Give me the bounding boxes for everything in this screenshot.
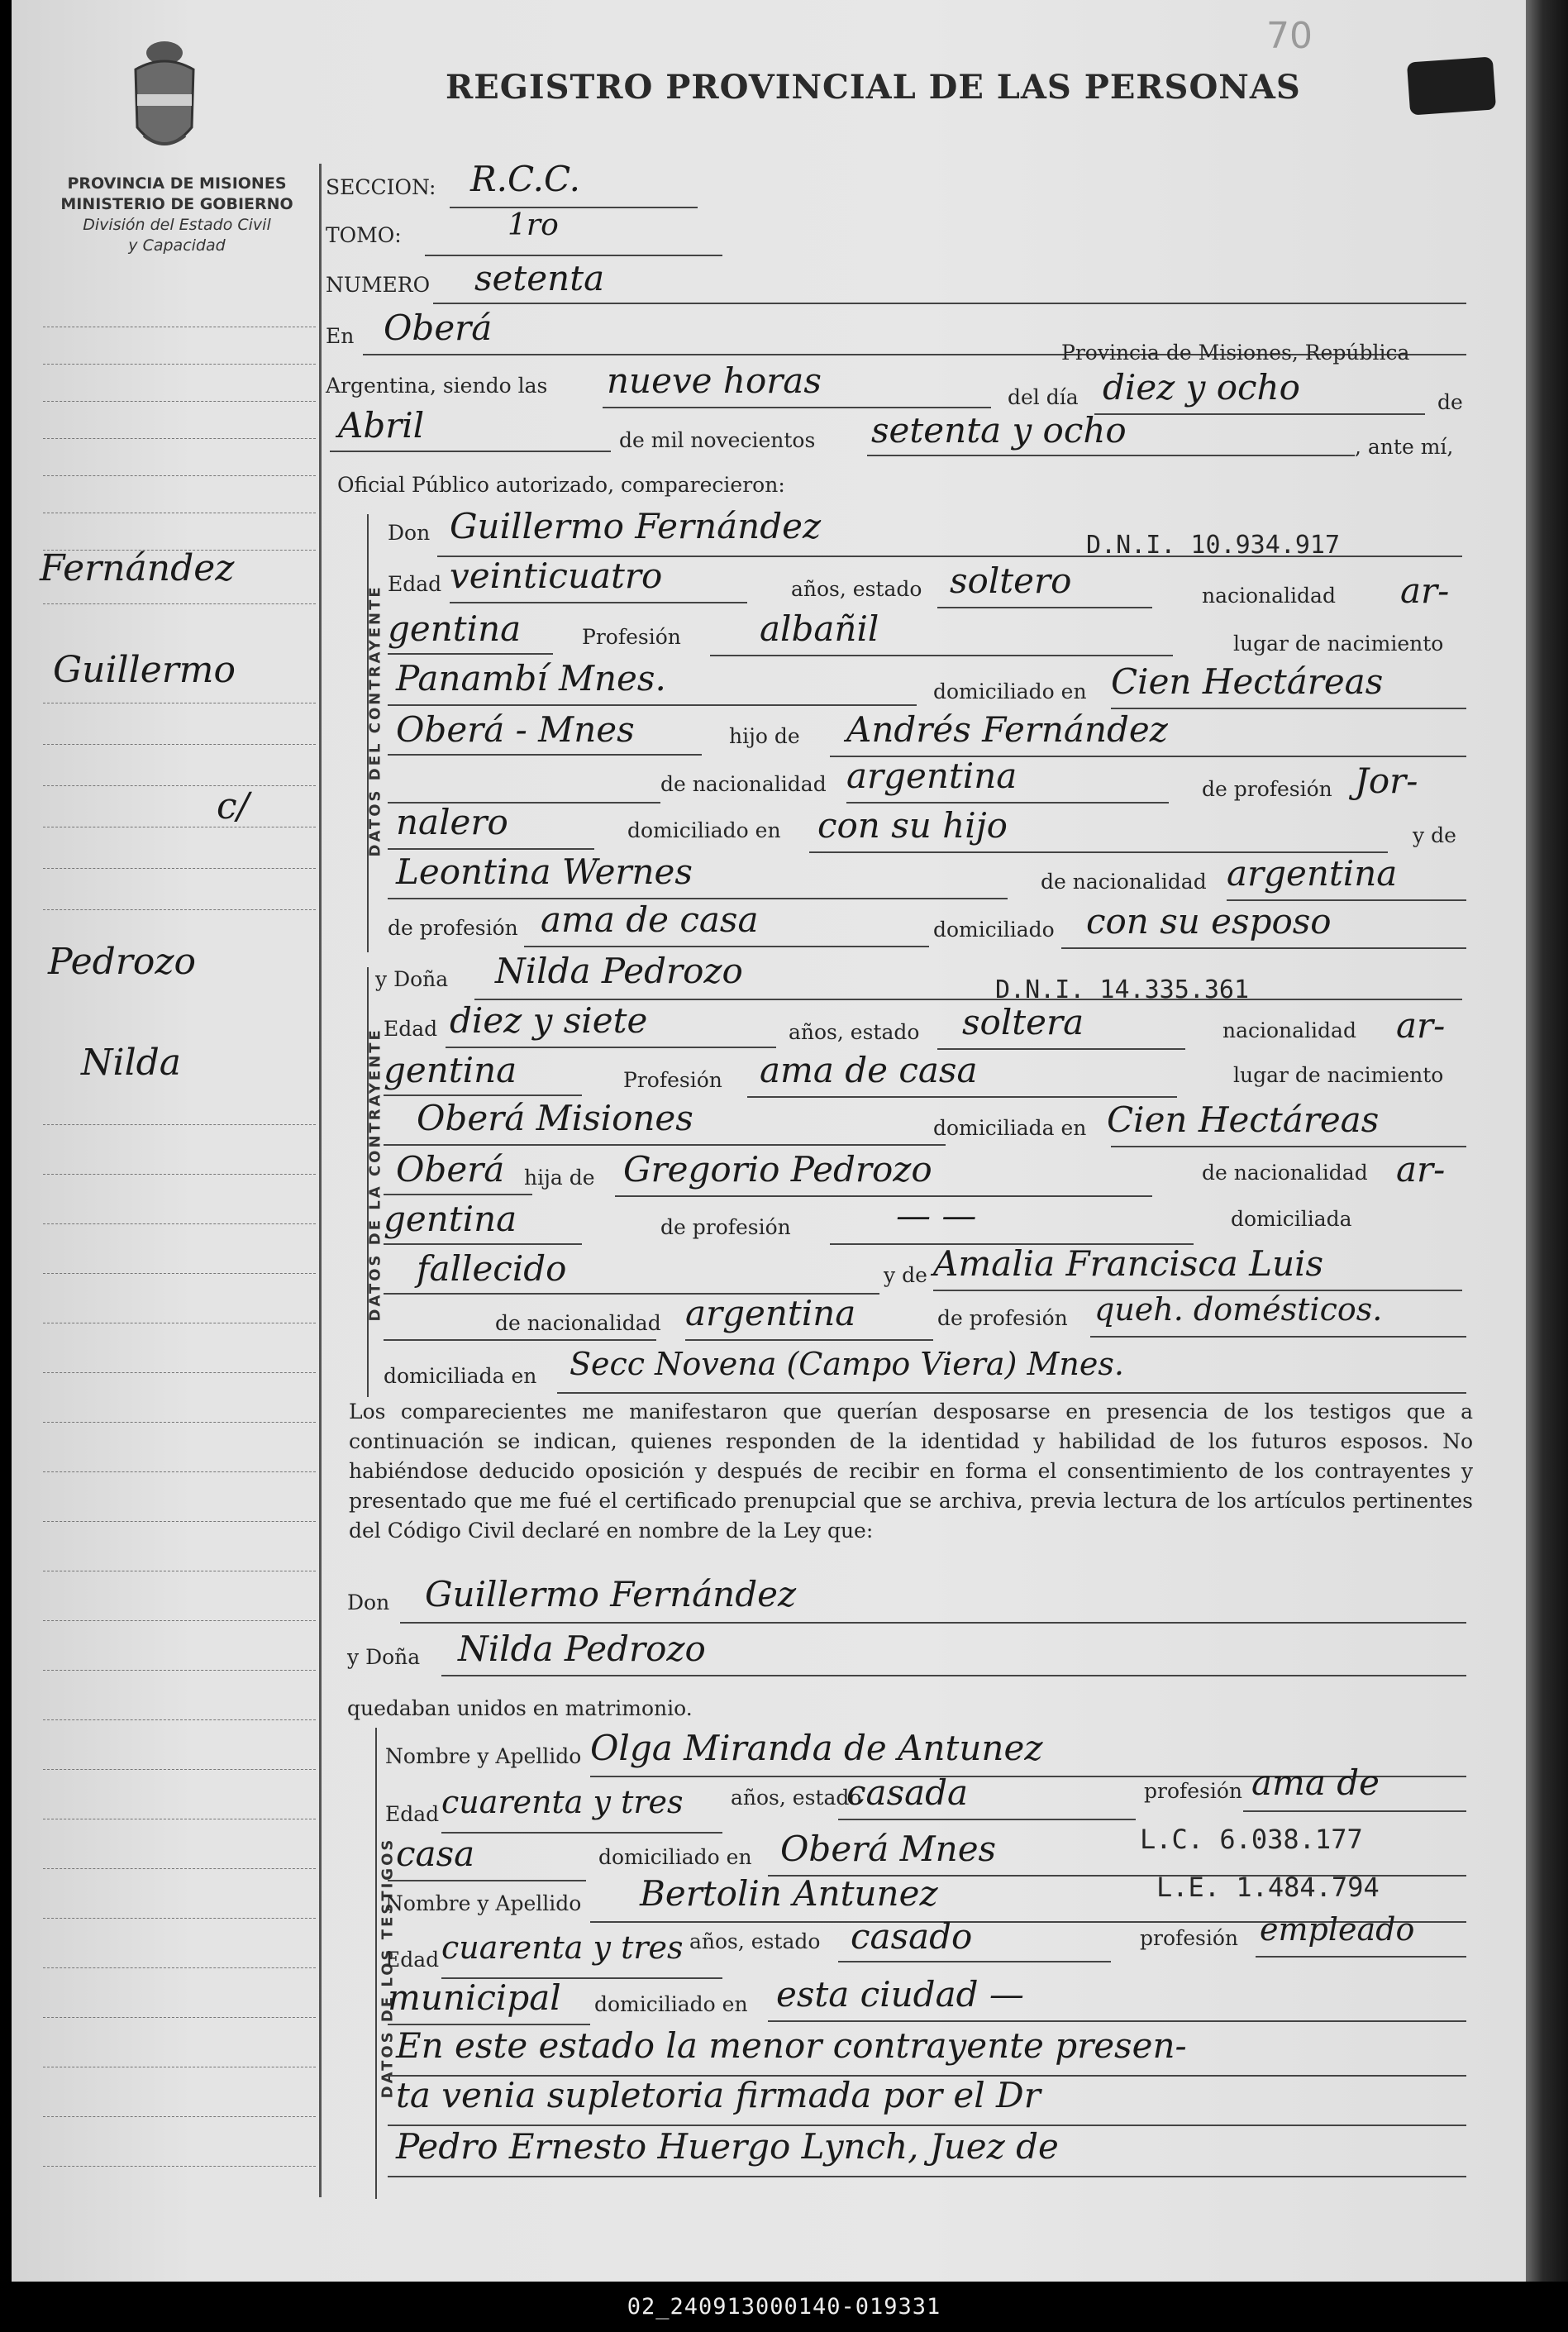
contrayente-nombre: Guillermo Fernández bbox=[450, 506, 822, 546]
testigo2-edad: cuarenta y tres bbox=[441, 1929, 684, 1966]
province-label: PROVINCIA DE MISIONES bbox=[67, 174, 287, 193]
edad-label-3: Edad bbox=[385, 1802, 440, 1826]
contrayente-madre: Leontina Wernes bbox=[396, 851, 693, 892]
contrayenta-nac-2: gentina bbox=[384, 1050, 517, 1090]
book-spine bbox=[1526, 0, 1568, 2282]
seccion-label: SECCION: bbox=[326, 175, 436, 199]
contrayente-profesion: albañil bbox=[760, 608, 879, 649]
field-rule bbox=[388, 754, 702, 756]
hijo-de-label: hijo de bbox=[729, 724, 800, 748]
contrayente-padre: Andrés Fernández bbox=[846, 709, 1168, 750]
contrayente-madre-dom: con su esposo bbox=[1086, 901, 1332, 942]
contrayenta-padre-nac-1: ar- bbox=[1396, 1149, 1446, 1190]
contrayente-madre-prof: ama de casa bbox=[541, 899, 759, 940]
domiciliada-label: domiciliada bbox=[1231, 1207, 1352, 1231]
testigo1-estado: casada bbox=[846, 1772, 969, 1813]
field-rule bbox=[937, 607, 1152, 608]
nota-linea-3: Pedro Ernesto Huergo Lynch, Juez de bbox=[396, 2126, 1059, 2167]
field-rule bbox=[433, 303, 1466, 304]
field-rule bbox=[441, 1832, 722, 1834]
don-label: Don bbox=[388, 521, 431, 545]
field-rule bbox=[603, 407, 991, 408]
field-rule bbox=[1243, 1810, 1466, 1812]
siendo-text: Argentina, siendo las bbox=[326, 374, 548, 398]
anos-estado-label: años, estado bbox=[791, 577, 922, 601]
margin-rule bbox=[43, 1174, 316, 1175]
de-profesion-label-3: de profesión bbox=[660, 1215, 791, 1239]
testigo1-doc: L.C. 6.038.177 bbox=[1140, 1824, 1363, 1855]
margin-rule bbox=[43, 1967, 316, 1968]
field-rule bbox=[524, 946, 929, 947]
margin-note-name-2: Nilda bbox=[81, 1042, 182, 1084]
contrayente-nac-2: gentina bbox=[388, 608, 522, 649]
provincia-text: Provincia de Misiones, República bbox=[1061, 341, 1410, 365]
corner-stamp bbox=[1407, 56, 1496, 115]
contrayenta-padre-dom: fallecido bbox=[417, 1248, 567, 1289]
anos-estado-label-3: años, estado bbox=[731, 1786, 862, 1810]
issuing-office bbox=[45, 174, 309, 256]
edad-label-4: Edad bbox=[385, 1948, 440, 1972]
domiciliado-en-label-2: domiciliado en bbox=[627, 818, 781, 842]
margin-rule bbox=[43, 868, 316, 869]
de-nacionalidad-label-3: de nacionalidad bbox=[1202, 1161, 1368, 1185]
edad-label: Edad bbox=[388, 572, 442, 596]
nota-linea-1: En este estado la menor contrayente presen- bbox=[396, 2025, 1187, 2066]
field-rule bbox=[384, 1194, 532, 1195]
contrayente-madre-nac: argentina bbox=[1227, 853, 1398, 894]
margin-rule bbox=[43, 2017, 316, 2018]
side-label-testigos: DATOS DE LOS TESTIGOS bbox=[379, 1837, 397, 2099]
declaracion-dona: Nilda Pedrozo bbox=[458, 1629, 706, 1669]
page-number: 70 bbox=[1266, 15, 1313, 57]
field-rule bbox=[388, 653, 553, 655]
field-rule bbox=[1090, 1336, 1466, 1338]
don-label-2: Don bbox=[347, 1590, 390, 1614]
contrayenta-estado: soltera bbox=[962, 1002, 1084, 1042]
margin-rule bbox=[43, 1223, 316, 1224]
division-label-2: y Capacidad bbox=[128, 236, 226, 255]
margin-note-conjunction: c/ bbox=[217, 785, 250, 827]
de-text: de bbox=[1437, 390, 1463, 414]
numero-label: NUMERO bbox=[326, 273, 431, 297]
profesion-label-4: profesión bbox=[1140, 1926, 1239, 1950]
margin-rule bbox=[43, 1372, 316, 1373]
contrayenta-padre-prof: — — bbox=[896, 1195, 977, 1236]
testigo1-dom: Oberá Mnes bbox=[780, 1829, 997, 1869]
contrayente-dni: D.N.I. 10.934.917 bbox=[1086, 531, 1341, 560]
field-rule bbox=[838, 1961, 1111, 1962]
testigo2-estado: casado bbox=[851, 1916, 973, 1957]
field-rule bbox=[768, 2020, 1466, 2022]
contrayente-estado: soltero bbox=[950, 560, 1072, 601]
field-rule bbox=[441, 1675, 1466, 1676]
numero-value: setenta bbox=[474, 258, 605, 298]
tomo-value: 1ro bbox=[508, 208, 559, 242]
field-rule bbox=[384, 1144, 946, 1146]
margin-rule bbox=[43, 475, 316, 476]
testigo1-edad: cuarenta y tres bbox=[441, 1784, 684, 1820]
de-nacionalidad-label-4: de nacionalidad bbox=[495, 1311, 661, 1335]
margin-rule bbox=[43, 1521, 316, 1522]
anio-value: setenta y ocho bbox=[871, 410, 1127, 451]
field-rule bbox=[400, 1622, 1466, 1624]
seccion-value: R.C.C. bbox=[470, 159, 580, 199]
y-de-label: y de bbox=[1413, 823, 1456, 847]
y-dona-label-2: y Doña bbox=[347, 1645, 421, 1669]
mil-text: de mil novecientos bbox=[619, 428, 816, 452]
contrayente-nac-1: ar- bbox=[1400, 570, 1450, 611]
margin-rule bbox=[43, 603, 316, 604]
hora-value: nueve horas bbox=[607, 360, 822, 401]
field-rule bbox=[1094, 413, 1425, 415]
edad-label-2: Edad bbox=[384, 1017, 438, 1041]
domiciliado-en-label: domiciliado en bbox=[933, 680, 1087, 703]
margin-rule bbox=[43, 1719, 316, 1720]
field-rule bbox=[450, 207, 698, 208]
field-rule bbox=[388, 704, 917, 706]
profesion-label: Profesión bbox=[582, 625, 681, 649]
testigo2-prof-2: municipal bbox=[388, 1977, 561, 2018]
page-title: REGISTRO PROVINCIAL DE LAS PERSONAS bbox=[446, 68, 1301, 107]
nacionalidad-label-2: nacionalidad bbox=[1222, 1018, 1356, 1042]
profesion-label-3: profesión bbox=[1144, 1779, 1243, 1803]
de-profesion-label-2: de profesión bbox=[388, 916, 518, 940]
contrayenta-madre-nac: argentina bbox=[685, 1293, 856, 1333]
field-rule bbox=[425, 255, 722, 256]
nombre-apellido-label: Nombre y Apellido bbox=[385, 1744, 582, 1768]
field-rule bbox=[838, 1819, 1136, 1820]
lugar-nacimiento-label-2: lugar de nacimiento bbox=[1233, 1063, 1444, 1087]
contrayente-domicilio-2: Oberá - Mnes bbox=[396, 709, 635, 750]
contrayenta-domicilio-2: Oberá bbox=[396, 1149, 505, 1190]
contrayenta-dni: D.N.I. 14.335.361 bbox=[995, 975, 1250, 1004]
margin-note-name: Guillermo bbox=[53, 649, 236, 691]
field-rule bbox=[867, 455, 1355, 456]
nota-linea-2: ta venia supletoria firmada por el Dr bbox=[396, 2075, 1041, 2115]
ante-mi-text: , ante mí, bbox=[1355, 435, 1454, 459]
side-label-contrayente: DATOS DEL CONTRAYENTE bbox=[366, 584, 384, 857]
field-rule bbox=[846, 802, 1169, 804]
contrayente-padre-prof-1: Jor- bbox=[1355, 761, 1418, 801]
field-rule bbox=[330, 451, 611, 452]
testigo2-nombre: Bertolin Antunez bbox=[640, 1873, 938, 1914]
field-rule bbox=[710, 655, 1173, 656]
margin-rule bbox=[43, 785, 316, 786]
domiciliada-en-label: domiciliada en bbox=[933, 1116, 1087, 1140]
margin-rule bbox=[43, 1273, 316, 1274]
field-rule bbox=[557, 1392, 1466, 1394]
domiciliado-en-label-4: domiciliado en bbox=[594, 1992, 748, 2016]
margin-rule bbox=[43, 1670, 316, 1671]
lugar-value: Oberá bbox=[384, 308, 493, 348]
mes-value: Abril bbox=[338, 405, 425, 446]
contrayente-domicilio: Cien Hectáreas bbox=[1111, 661, 1384, 702]
field-rule bbox=[1256, 1956, 1466, 1958]
margin-rule bbox=[43, 1124, 316, 1125]
contrayenta-profesion: ama de casa bbox=[760, 1050, 978, 1090]
lugar-nacimiento-label: lugar de nacimiento bbox=[1233, 632, 1444, 656]
margin-rule bbox=[43, 1769, 316, 1770]
de-nacionalidad-label: de nacionalidad bbox=[660, 772, 827, 796]
margin-note-surname: Fernández bbox=[40, 547, 235, 589]
declaracion-don: Guillermo Fernández bbox=[425, 1574, 797, 1614]
testigo1-prof-2: casa bbox=[396, 1834, 475, 1874]
de-profesion-label-4: de profesión bbox=[937, 1306, 1068, 1330]
anos-estado-label-4: años, estado bbox=[689, 1929, 821, 1953]
contrayenta-padre-nac-2: gentina bbox=[384, 1199, 517, 1239]
ministry-label: MINISTERIO DE GOBIERNO bbox=[60, 195, 293, 213]
margin-rule bbox=[43, 1422, 316, 1423]
coat-of-arms-icon bbox=[127, 36, 202, 160]
nombre-apellido-label-2: Nombre y Apellido bbox=[385, 1891, 582, 1915]
margin-rule bbox=[43, 1868, 316, 1869]
field-rule bbox=[450, 602, 747, 603]
field-rule bbox=[388, 1880, 586, 1881]
margin-rule bbox=[43, 1471, 316, 1472]
declaration-paragraph: Los comparecientes me manifestaron que querían desposarse en presencia de los testigos que a continuación se indican, quienes responden de la identidad y habilidad de los futuros esposos. No habiéndose deducido oposición y después de recibir en forma el consentimiento de los contrayentes y presentado que me fué el certificado prenupcial que se archiva, previa lectura de los artículos pertinentes del Código Civil declaré en nombre de la Ley que: bbox=[349, 1400, 1473, 1543]
field-rule bbox=[1061, 947, 1466, 949]
contrayente-padre-prof-2: nalero bbox=[396, 802, 508, 842]
margin-rule bbox=[43, 909, 316, 910]
testigo2-dom: esta ciudad — bbox=[776, 1974, 1024, 2015]
margin-rule bbox=[43, 744, 316, 745]
field-rule bbox=[384, 1339, 656, 1341]
del-dia-text: del día bbox=[1008, 385, 1079, 409]
side-label-contrayenta: DATOS DE LA CONTRAYENTE bbox=[366, 1028, 384, 1322]
tomo-label: TOMO: bbox=[326, 223, 402, 247]
y-dona-label: y Doña bbox=[375, 967, 449, 991]
image-id-footer: 02_240913000140-019331 bbox=[0, 2282, 1568, 2332]
contrayenta-padre: Gregorio Pedrozo bbox=[623, 1149, 932, 1190]
contrayenta-lugar-nac: Oberá Misiones bbox=[417, 1098, 693, 1138]
margin-rule bbox=[43, 2166, 316, 2167]
margin-rule bbox=[43, 401, 316, 402]
margin-rule bbox=[43, 438, 316, 439]
division-label: División del Estado Civil bbox=[83, 216, 271, 234]
contrayente-padre-dom: con su hijo bbox=[817, 805, 1008, 846]
y-de-label-2: y de bbox=[884, 1263, 927, 1287]
contrayenta-domicilio: Cien Hectáreas bbox=[1107, 1099, 1380, 1140]
contrayente-padre-nac: argentina bbox=[846, 756, 1018, 796]
margin-rule bbox=[43, 2116, 316, 2117]
de-profesion-label: de profesión bbox=[1202, 777, 1332, 801]
hija-de-label: hija de bbox=[524, 1166, 595, 1190]
testigo1-prof-1: ama de bbox=[1251, 1762, 1380, 1803]
margin-divider bbox=[319, 164, 322, 2197]
field-rule bbox=[384, 1243, 582, 1245]
en-label: En bbox=[326, 324, 355, 348]
dia-value: diez y ocho bbox=[1103, 367, 1300, 408]
oficial-text: Oficial Público autorizado, comparecieron: bbox=[337, 473, 785, 497]
contrayenta-madre-prof: queh. domésticos. bbox=[1094, 1291, 1383, 1328]
contrayenta-madre-dom: Secc Novena (Campo Viera) Mnes. bbox=[570, 1346, 1124, 1382]
field-rule bbox=[388, 848, 594, 850]
contrayenta-nac-1: ar- bbox=[1396, 1005, 1446, 1046]
field-rule bbox=[615, 1195, 1152, 1197]
domiciliado-label: domiciliado bbox=[933, 918, 1055, 942]
de-nacionalidad-label-2: de nacionalidad bbox=[1041, 870, 1207, 894]
margin-rule bbox=[43, 1918, 316, 1919]
document-page bbox=[12, 0, 1526, 2282]
contrayenta-edad: diez y siete bbox=[450, 1000, 648, 1041]
field-rule bbox=[384, 1094, 582, 1096]
anos-estado-label-2: años, estado bbox=[789, 1020, 920, 1044]
quedaban-text: quedaban unidos en matrimonio. bbox=[347, 1696, 693, 1720]
profesion-label-2: Profesión bbox=[623, 1068, 722, 1092]
contrayente-lugar-nac: Panambí Mnes. bbox=[396, 658, 666, 699]
testigo2-prof-1: empleado bbox=[1260, 1911, 1415, 1948]
margin-note-surname-2: Pedrozo bbox=[48, 941, 197, 983]
field-rule bbox=[747, 1096, 1177, 1098]
contrayenta-madre: Amalia Francisca Luis bbox=[933, 1243, 1324, 1284]
domiciliado-en-label-3: domiciliado en bbox=[598, 1845, 752, 1869]
field-rule bbox=[1111, 1146, 1466, 1147]
margin-rule bbox=[43, 364, 316, 365]
nacionalidad-label: nacionalidad bbox=[1202, 584, 1336, 608]
field-rule bbox=[446, 1047, 776, 1048]
domiciliada-en-label-2: domiciliada en bbox=[384, 1364, 537, 1388]
testigo2-doc: L.E. 1.484.794 bbox=[1156, 1872, 1380, 1903]
field-rule bbox=[685, 1339, 933, 1341]
margin-rule bbox=[43, 1620, 316, 1621]
section-bracket bbox=[375, 1728, 377, 2199]
testigo1-nombre: Olga Miranda de Antunez bbox=[590, 1728, 1043, 1768]
contrayenta-nombre: Nilda Pedrozo bbox=[495, 951, 743, 991]
contrayente-edad: veinticuatro bbox=[450, 556, 663, 596]
field-rule bbox=[388, 2176, 1466, 2177]
